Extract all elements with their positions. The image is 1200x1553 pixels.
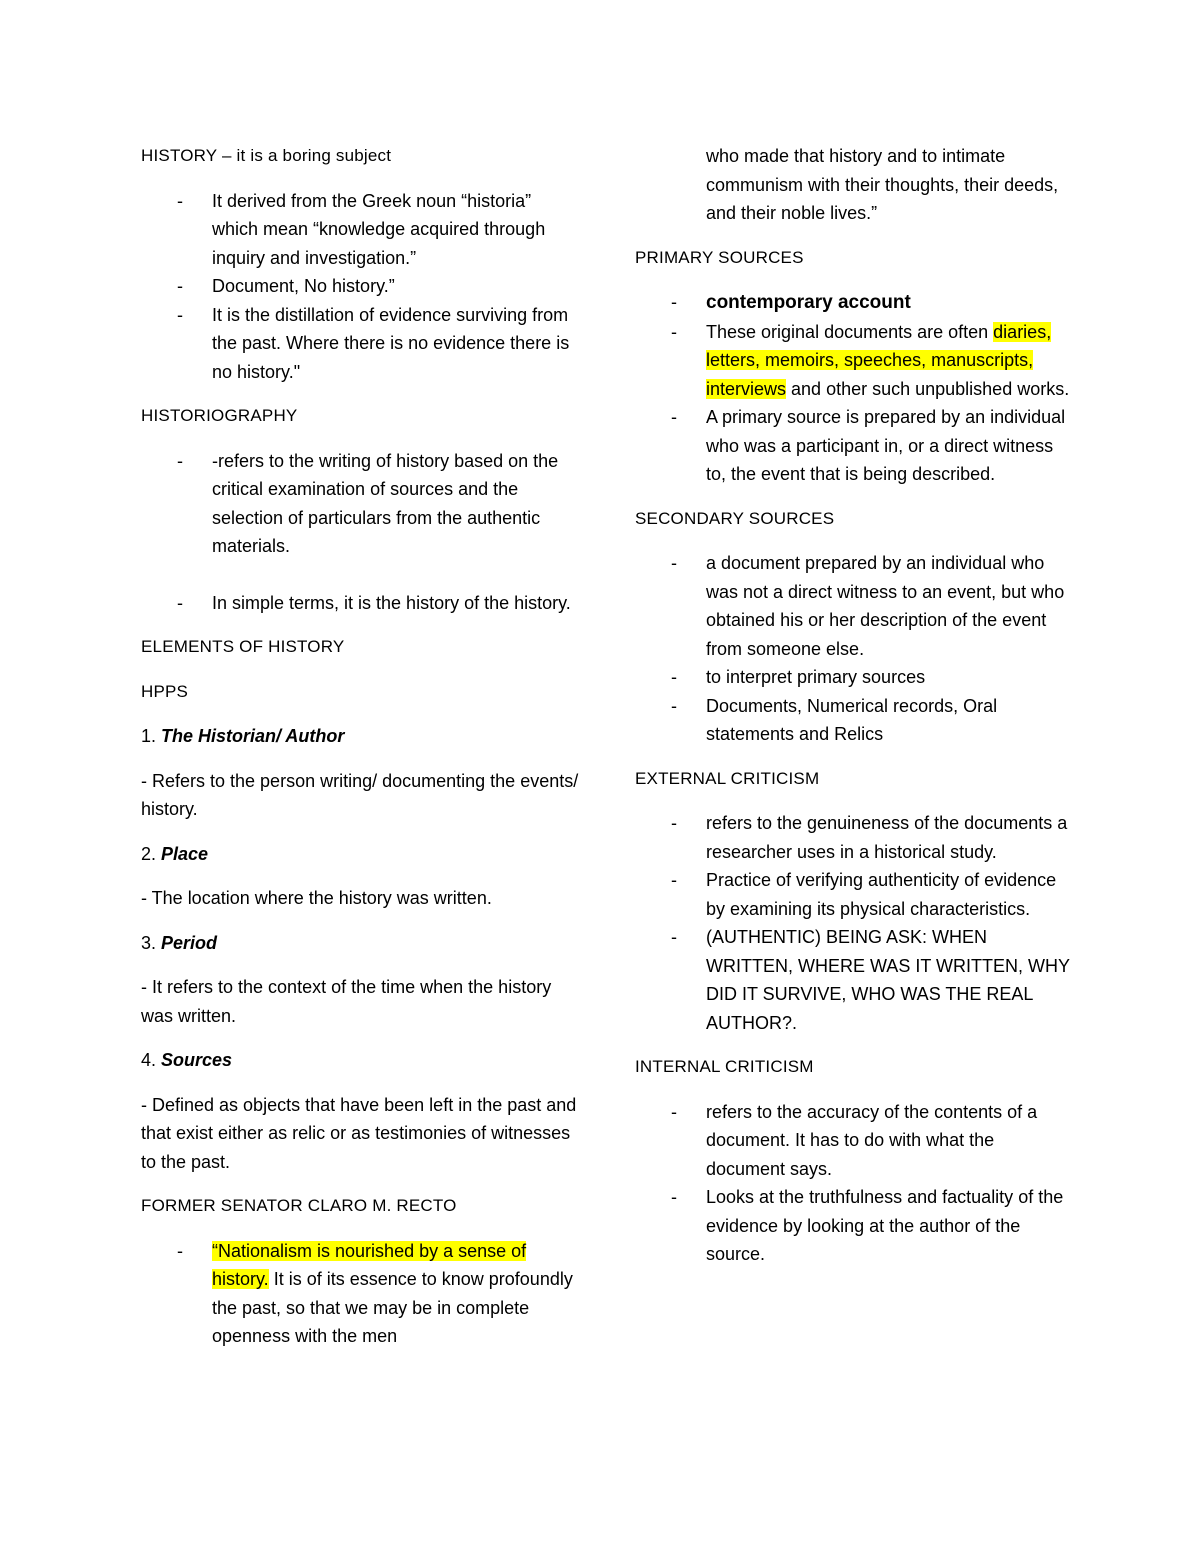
highlighted-text: diaries, letters, memoirs, speeches, manuscripts, interviews [706, 321, 1052, 399]
list-item: - a document prepared by an individual who was not a direct witness to an event, but who obtained his or her description of the event from someone else. [635, 549, 1075, 663]
element-title: The Historian/ Author [161, 726, 345, 746]
history-list [141, 187, 581, 387]
text: and other such unpublished works. [786, 378, 1070, 399]
list-item: - (AUTHENTIC) BEING ASK: WHEN WRITTEN, WHERE WAS IT WRITTEN, WHY DID IT SURVIVE, WHO WAS THE REAL AUTHOR?. [635, 923, 1075, 1037]
text: These original documents are often [706, 321, 994, 342]
list-item: - Practice of verifying authenticity of evidence by examining its physical characteristics. [635, 866, 1075, 923]
list-item: - Documents, Numerical records, Oral statements and Relics [635, 692, 1075, 749]
element-3-title [141, 929, 581, 958]
element-2-desc: - The location where the history was written. [141, 888, 492, 908]
bold-term: contemporary account [706, 292, 911, 313]
element-1-title [141, 722, 581, 751]
hpps-label: HPPS [141, 681, 189, 701]
element-number: 2. [141, 843, 162, 864]
element-title: Place [161, 843, 209, 864]
element-title: Period [161, 932, 218, 953]
list-item: - A primary source is prepared by an individual who was a participant in, or a direct witness to, the event that is being described. [635, 403, 1075, 489]
element-2-title [141, 840, 581, 869]
historiography-list [141, 447, 581, 618]
recto-heading: FORMER SENATOR CLARO M. RECTO [141, 1196, 457, 1215]
secondary-sources-heading: SECONDARY SOURCES [635, 508, 835, 528]
element-title: Sources [161, 1050, 233, 1070]
element-4-title [141, 1046, 581, 1075]
list-item [635, 288, 1075, 318]
element-number: 3. [141, 932, 162, 953]
right-column [635, 142, 1075, 1285]
quote-continuation: who made that history and to intimate communism with their thoughts, their deeds, and their noble lives.” [706, 146, 1059, 223]
element-number: 1. [141, 726, 162, 746]
list-item: - In simple terms, it is the history of the history. [141, 589, 581, 618]
elements-heading: ELEMENTS OF HISTORY [141, 637, 345, 656]
history-heading: HISTORY – it is a boring subject [141, 146, 392, 165]
recto-list [141, 1237, 581, 1351]
primary-sources-heading: PRIMARY SOURCES [635, 247, 804, 267]
element-1-desc: - Refers to the person writing/ documenting the events/ history. [141, 770, 579, 819]
internal-criticism-list [635, 1098, 1075, 1269]
highlighted-text: “Nationalism is nourished by a sense of history. [212, 1240, 527, 1289]
quote-text: It is of its essence to know profoundly the past, so that we may be in complete openness with the men [212, 1269, 573, 1346]
list-item: - Document, No history.” [141, 272, 581, 301]
list-item: - It is the distillation of evidence surviving from the past. Where there is no evidence there is no history." [141, 301, 581, 387]
primary-sources-list [635, 288, 1075, 489]
list-item [635, 318, 1075, 404]
secondary-sources-list [635, 549, 1075, 749]
list-item: - refers to the accuracy of the contents of a document. It has to do with what the document says. [635, 1098, 1075, 1184]
list-item: - to interpret primary sources [635, 663, 1075, 692]
external-criticism-list [635, 809, 1075, 1037]
element-4-desc: - Defined as objects that have been left in the past and that exist either as relic or as testimonies of witnesses to the past. [141, 1094, 577, 1172]
list-item: - Looks at the truthfulness and factuality of the evidence by looking at the author of the source. [635, 1183, 1075, 1269]
internal-criticism-heading: INTERNAL CRITICISM [635, 1057, 814, 1076]
element-number: 4. [141, 1050, 162, 1070]
historiography-heading: HISTORIOGRAPHY [141, 406, 298, 425]
list-item: - refers to the genuineness of the documents a researcher uses in a historical study. [635, 809, 1075, 866]
element-3-desc: - It refers to the context of the time when the history was written. [141, 977, 552, 1026]
left-column [141, 142, 581, 1367]
external-criticism-heading: EXTERNAL CRITICISM [635, 768, 820, 788]
list-item: - It derived from the Greek noun “historia” which mean “knowledge acquired through inquiry and investigation.” [141, 187, 581, 273]
list-item: - -refers to the writing of history based on the critical examination of sources and the selection of particulars from the authentic materials. [141, 447, 581, 561]
list-item [141, 1237, 581, 1351]
